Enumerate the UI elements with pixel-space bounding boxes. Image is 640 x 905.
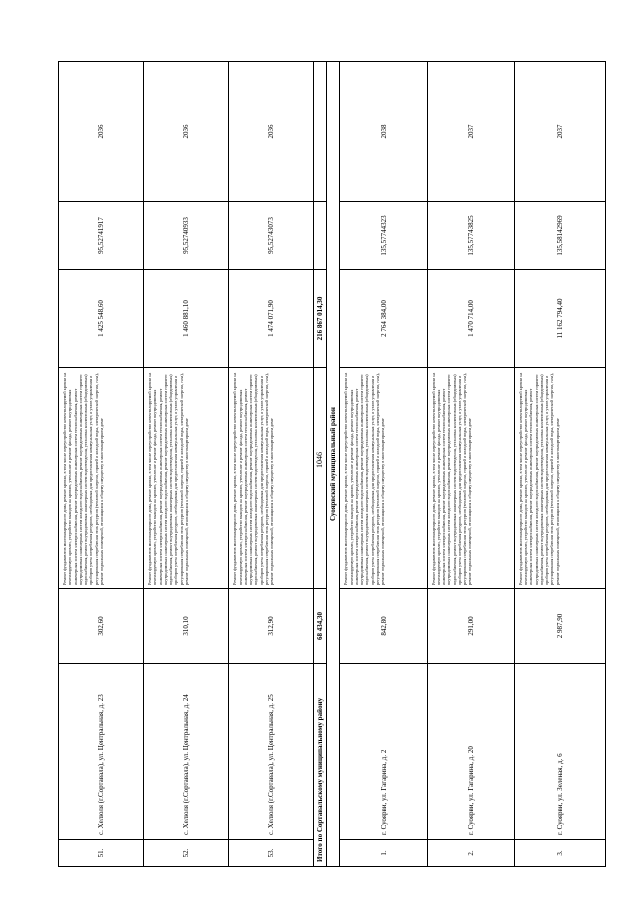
row-works: Ремонт фундаментов многоквартирного дома, ремонт кровли, в том числе переустройство невентилируемой кровли на вентилируемую кровлю, устройство выходов на кровлю, утепление и ремонт фасада, ремонт внутридомовых инженерных систем электроснабжения, ремонт внутридомовых инженерных систем теплоснабжения, ремонт внутридомовых инженерных систем холодного водоснабжения, ремонт внутридомовых инженерных систем горячего водоснабжения, ремонт внутридомовых инженерных систем водоотведения, установка коллективных (общедомовых) приборов учета потребления ресурсов, необходимых для предоставления коммунальных услуг, и узлов управления и регулирования потребления этих ресурсов (тепловой энергии, горячей и холодной воды, электрической энергии, газа), ремонт подвальных помещений, относящихся к общему имуществу в многоквартирном доме	[340, 368, 427, 589]
row-year: 2037	[514, 62, 605, 202]
table-row	[144, 62, 229, 867]
row-cost: 2 764 384,00	[340, 270, 427, 368]
row-ratio: 135,57743825	[427, 202, 514, 270]
row-ratio: 95,52743073	[229, 202, 314, 270]
section-label: Суоярвский муниципальный район	[327, 62, 340, 867]
section-row	[327, 62, 340, 867]
row-works: Ремонт фундаментов многоквартирного дома, ремонт кровли, в том числе переустройство невентилируемой кровли на вентилируемую кровлю, устройство выходов на кровлю, утепление и ремонт фасада, ремонт внутридомовых инженерных систем электроснабжения, ремонт внутридомовых инженерных систем теплоснабжения, ремонт внутридомовых инженерных систем холодного водоснабжения, ремонт внутридомовых инженерных систем горячего водоснабжения, ремонт внутридомовых инженерных систем водоотведения, установка коллективных (общедомовых) приборов учета потребления ресурсов, необходимых для предоставления коммунальных услуг, и узлов управления и регулирования потребления этих ресурсов (тепловой энергии, горячей и холодной воды, электрической энергии, газа), ремонт подвальных помещений, относящихся к общему имуществу в многоквартирном доме	[427, 368, 514, 589]
row-number: 53.	[229, 840, 314, 867]
row-address: г. Суоярви, ул. Гагарина, д. 20	[427, 664, 514, 840]
total-label: Итого по Сортавальскому муниципальному району	[314, 664, 327, 867]
total-area: 68 434,30	[314, 589, 327, 664]
row-cost: 1 425 548,60	[59, 270, 144, 368]
row-ratio: 95,52740933	[144, 202, 229, 270]
row-area: 2 987,90	[514, 589, 605, 664]
row-year: 2037	[427, 62, 514, 202]
table-row	[229, 62, 314, 867]
row-cost: 1 470 714,00	[427, 270, 514, 368]
row-area: 842,80	[340, 589, 427, 664]
row-area: 302,60	[59, 589, 144, 664]
row-address: с. Хелюля (г.Сортавала), ул. Центральная, д. 24	[144, 664, 229, 840]
total-cost: 216 867 014,30	[314, 270, 327, 368]
row-cost: 1 474 071,90	[229, 270, 314, 368]
row-number: 1.	[340, 840, 427, 867]
rotated-table-container	[58, 62, 606, 867]
row-ratio: 95,52741917	[59, 202, 144, 270]
row-year: 2036	[229, 62, 314, 202]
row-year: 2036	[59, 62, 144, 202]
table-row	[340, 62, 427, 867]
total-empty	[314, 62, 327, 202]
total-empty	[314, 202, 327, 270]
row-works: Ремонт фундаментов многоквартирного дома, ремонт кровли, в том числе переустройство невентилируемой кровли на вентилируемую кровлю, устройство выходов на кровлю, утепление и ремонт фасада, ремонт внутридомовых инженерных систем электроснабжения, ремонт внутридомовых инженерных систем теплоснабжения, ремонт внутридомовых инженерных систем холодного водоснабжения, ремонт внутридомовых инженерных систем горячего водоснабжения, ремонт внутридомовых инженерных систем водоотведения, установка коллективных (общедомовых) приборов учета потребления ресурсов, необходимых для предоставления коммунальных услуг, и узлов управления и регулирования потребления этих ресурсов (тепловой энергии, горячей и холодной воды, электрической энергии, газа), ремонт подвальных помещений, относящихся к общему имуществу в многоквартирном доме	[59, 368, 144, 589]
row-area: 312,90	[229, 589, 314, 664]
row-year: 2036	[144, 62, 229, 202]
row-year: 2038	[340, 62, 427, 202]
row-number: 3.	[514, 840, 605, 867]
table-row	[427, 62, 514, 867]
row-area: 310,10	[144, 589, 229, 664]
total-empty	[314, 368, 327, 589]
page-number: 1046	[315, 452, 324, 468]
row-cost: 1 460 881,10	[144, 270, 229, 368]
row-area: 291,00	[427, 589, 514, 664]
row-works: Ремонт фундаментов многоквартирного дома, ремонт кровли, в том числе переустройство невентилируемой кровли на вентилируемую кровлю, устройство выходов на кровлю, утепление и ремонт фасада, ремонт внутридомовых инженерных систем электроснабжения, ремонт внутридомовых инженерных систем теплоснабжения, ремонт внутридомовых инженерных систем холодного водоснабжения, ремонт внутридомовых инженерных систем горячего водоснабжения, ремонт внутридомовых инженерных систем водоотведения, установка коллективных (общедомовых) приборов учета потребления ресурсов, необходимых для предоставления коммунальных услуг, и узлов управления и регулирования потребления этих ресурсов (тепловой энергии, горячей и холодной воды, электрической энергии, газа), ремонт подвальных помещений, относящихся к общему имуществу в многоквартирном доме	[144, 368, 229, 589]
row-ratio: 135,57744323	[340, 202, 427, 270]
row-address: с. Хелюля (г.Сортавала), ул. Центральная, д. 25	[229, 664, 314, 840]
row-number: 52.	[144, 840, 229, 867]
row-number: 2.	[427, 840, 514, 867]
table-row	[59, 62, 144, 867]
row-cost: 11 162 794,40	[514, 270, 605, 368]
total-row	[314, 62, 327, 867]
row-number: 51.	[59, 840, 144, 867]
table-row	[514, 62, 605, 867]
works-table	[58, 61, 606, 867]
row-address: г. Суоярви, ул. Зеленая, д. 6	[514, 664, 605, 840]
row-address: с. Хелюля (г.Сортавала), ул. Центральная, д. 23	[59, 664, 144, 840]
row-address: г. Суоярви, ул. Гагарина, д. 2	[340, 664, 427, 840]
row-works: Ремонт фундаментов многоквартирного дома, ремонт кровли, в том числе переустройство невентилируемой кровли на вентилируемую кровлю, устройство выходов на кровлю, утепление и ремонт фасада, ремонт внутридомовых инженерных систем электроснабжения, ремонт внутридомовых инженерных систем теплоснабжения, ремонт внутридомовых инженерных систем холодного водоснабжения, ремонт внутридомовых инженерных систем горячего водоснабжения, ремонт внутридомовых инженерных систем водоотведения, установка коллективных (общедомовых) приборов учета потребления ресурсов, необходимых для предоставления коммунальных услуг, и узлов управления и регулирования потребления этих ресурсов (тепловой энергии, горячей и холодной воды, электрической энергии, газа), ремонт подвальных помещений, относящихся к общему имуществу в многоквартирном доме	[514, 368, 605, 589]
row-works: Ремонт фундаментов многоквартирного дома, ремонт кровли, в том числе переустройство невентилируемой кровли на вентилируемую кровлю, устройство выходов на кровлю, утепление и ремонт фасада, ремонт внутридомовых инженерных систем электроснабжения, ремонт внутридомовых инженерных систем теплоснабжения, ремонт внутридомовых инженерных систем холодного водоснабжения, ремонт внутридомовых инженерных систем горячего водоснабжения, ремонт внутридомовых инженерных систем водоотведения, установка коллективных (общедомовых) приборов учета потребления ресурсов, необходимых для предоставления коммунальных услуг, и узлов управления и регулирования потребления этих ресурсов (тепловой энергии, горячей и холодной воды, электрической энергии, газа), ремонт подвальных помещений, относящихся к общему имуществу в многоквартирном доме	[229, 368, 314, 589]
row-ratio: 135,58142969	[514, 202, 605, 270]
